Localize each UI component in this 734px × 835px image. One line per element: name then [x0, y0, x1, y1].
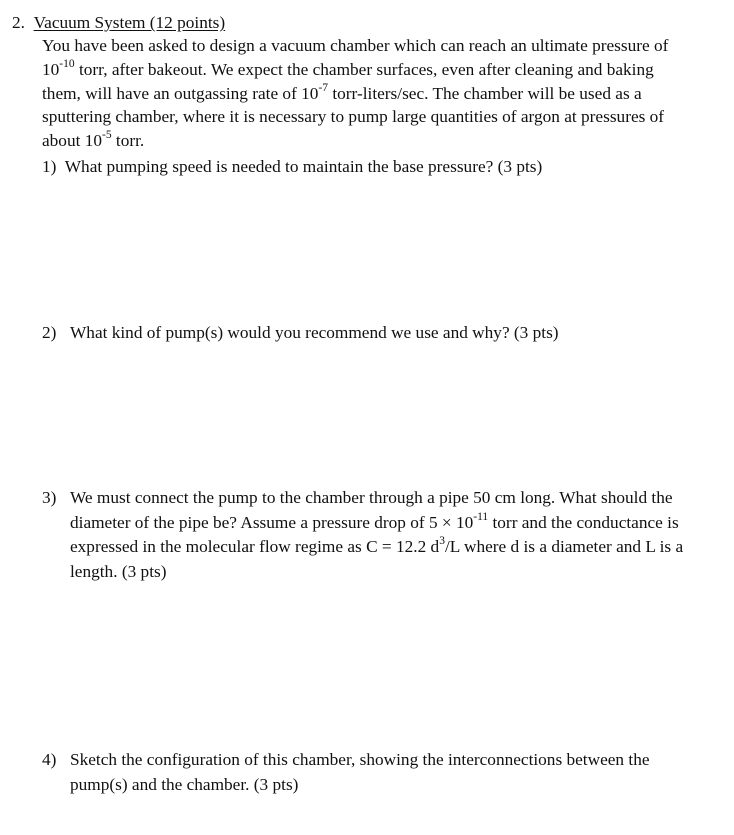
- problem-heading: [12, 11, 225, 35]
- intro-line-1: You have been asked to design a vacuum chamber which can reach an ultimate pressure of: [42, 36, 669, 55]
- question-text: What kind of pump(s) would you recommend we use and why? (3 pts): [70, 323, 559, 342]
- question-1: [42, 155, 542, 179]
- question-number: 1): [42, 157, 57, 176]
- question-3: [42, 486, 710, 584]
- problem-title: Vacuum System (12 points): [33, 13, 226, 32]
- question-text: What pumping speed is needed to maintain the base pressure? (3 pts): [64, 157, 543, 176]
- problem-intro: You have been asked to design a vacuum chamber which can reach an ultimate pressure of $10^{-10}$ torr, after bakeout. We expect the chamber surfaces, even after cleaning and baking them, will have an outgassing rate of $10^{-7}$ torr-liters/sec. The chamber will be used as a sputtering chamber, where it is necessary to pump large quantities of argon at pressures of about $10^{-5}$ torr.: [42, 36, 669, 151]
- question-number: 3): [42, 488, 57, 507]
- question-text: Sketch the configuration of this chamber, showing the interconnections between the pump(s) and the chamber. (3 pts): [70, 750, 650, 794]
- question-number: 4): [42, 750, 57, 769]
- question-4: [42, 748, 710, 797]
- problem-number: 2.: [12, 13, 25, 32]
- question-number: 2): [42, 323, 57, 342]
- question-text: We must connect the pump to the chamber through a pipe 50 cm long. What should the diameter of the pipe be? Assume a pressure drop of $5 \times 10^{-11}$ torr and the conductance is expressed in the molecular flow regime as C = 12.2 $d^3/L$ where d is a diameter and L is a length. (3 pts): [70, 488, 684, 581]
- question-2: [42, 321, 710, 346]
